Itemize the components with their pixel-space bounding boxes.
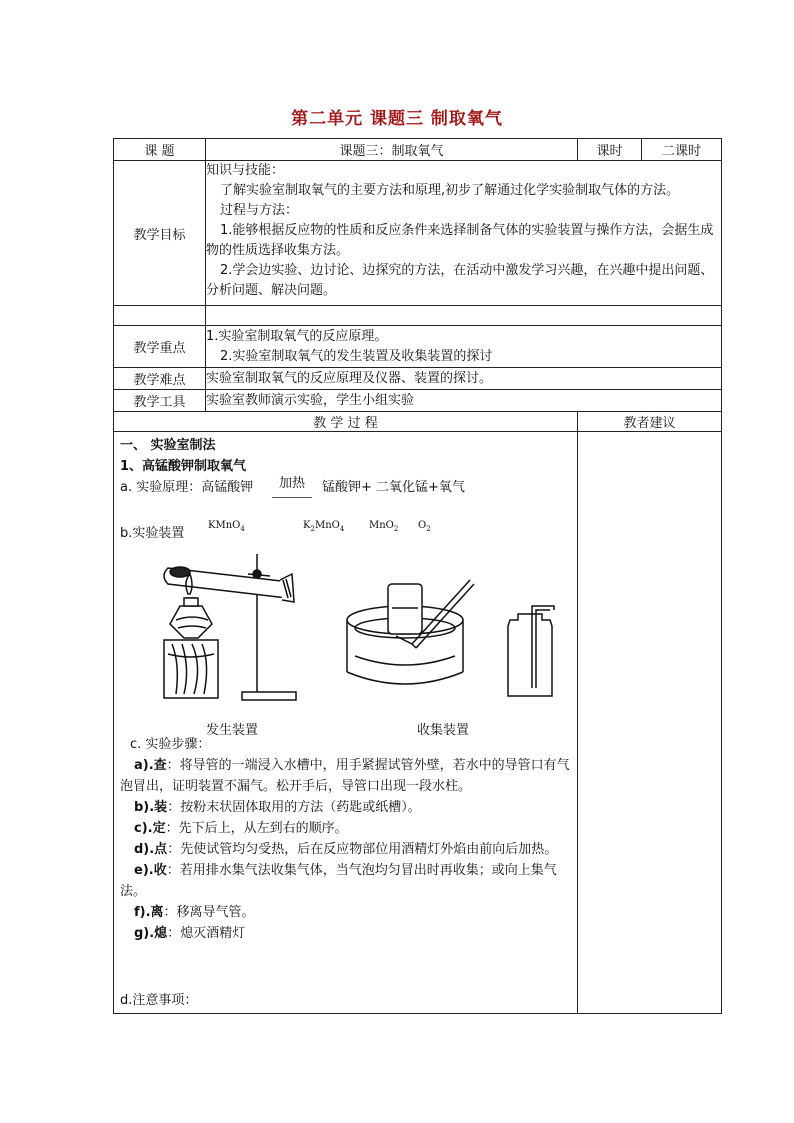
reaction-arrow <box>272 497 312 498</box>
row-difficulties <box>114 368 722 390</box>
step-item: c).定：先下后上，从左到右的顺序。 <box>134 821 348 836</box>
objectives-content <box>206 161 722 306</box>
key-points-content <box>206 326 722 368</box>
step-item: e).收：若用排水集气法收集气体，当气泡均匀冒出时再收集；或向上集气法。 <box>120 863 557 899</box>
step-item: a).查：将导管的一端浸入水槽中，用手紧握试管外壁，若水中的导管口有气泡冒出，证明装置不漏气。松开手后，导管口出现一段水柱。 <box>120 758 570 794</box>
chem-kmno4: KMnO$_4$ <box>208 520 245 533</box>
row-process-header <box>114 412 722 432</box>
step-item: f).离：移离导气管。 <box>134 905 255 920</box>
row-key-points <box>114 326 722 368</box>
label-difficulties: 教学难点 <box>114 368 206 390</box>
period-value: 二课时 <box>642 139 722 161</box>
row-objectives <box>114 161 722 306</box>
objective-line: 2.学会边实验、边讨论、边探究的方法，在活动中激发学习兴趣，在兴趣中提出问题、分析问题、解决问题。 <box>206 263 714 298</box>
principle-label: a. 实验原理：高锰酸钾 <box>120 480 254 495</box>
notes-label: d.注意事项： <box>120 993 198 1008</box>
teacher-suggestion-cell <box>578 432 722 1014</box>
reaction-formula <box>120 477 571 537</box>
apparatus-figure <box>120 544 571 738</box>
topic-value: 课题三：制取氧气 <box>206 139 578 161</box>
section-heading: 一、 实验室制法 <box>120 438 216 453</box>
gas-jar-icon <box>388 584 422 634</box>
difficulties-content: 实验室制取氧气的反应原理及仪器、装置的探讨。 <box>206 368 722 390</box>
label-period: 课时 <box>578 139 642 161</box>
caption-generator: 发生装置 <box>206 723 259 738</box>
page-title: 第二单元 课题三 制取氧气 <box>291 109 503 129</box>
key-point-line: 2.实验室制取氧气的发生装置及收集装置的探讨 <box>220 348 493 364</box>
row-tools <box>114 390 722 412</box>
reaction-condition: 加热 <box>278 476 305 491</box>
step-item: b).装：按粉末状固体取用的方法（药匙或纸槽）。 <box>134 800 421 815</box>
test-tube-icon <box>164 567 294 602</box>
objective-line: 1.能够根据反应物的性质和反应条件来选择制备气体的实验装置与操作方法，会据生成物的性质选择收集方法。 <box>206 223 714 258</box>
label-topic: 课 题 <box>114 139 206 161</box>
key-point-line: 1.实验室制取氧气的反应原理。 <box>206 328 388 344</box>
label-key-points: 教学重点 <box>114 326 206 368</box>
tools-content: 实验室教师演示实验，学生小组实验 <box>206 390 722 412</box>
label-objectives: 教学目标 <box>114 161 206 306</box>
row-topic <box>114 139 722 161</box>
row-empty <box>114 306 722 326</box>
chem-k2mno4: $K_2MnO_4$ <box>303 520 345 533</box>
chem-mno2: MnO$_2$ <box>369 520 399 533</box>
objective-line: 知识与技能： <box>206 163 285 178</box>
lesson-plan-table <box>113 138 722 1014</box>
steps-label: c. 实验步骤： <box>130 737 211 752</box>
process-content <box>114 432 578 1014</box>
reaction-products: 锰酸钾+ 二氧化锰+氧气 <box>322 480 465 495</box>
label-tools: 教学工具 <box>114 390 206 412</box>
wood-block-icon <box>164 640 218 698</box>
collection-bottle-icon <box>508 606 554 696</box>
process-header-left: 教 学 过 程 <box>114 412 578 432</box>
objective-line: 了解实验室制取氧气的主要方法和原理,初步了解通过化学实验制取气体的方法。 <box>220 183 680 198</box>
apparatus-label: b.实验装置 <box>120 526 185 541</box>
step-item: g).熄：熄灭酒精灯 <box>134 926 246 941</box>
row-process <box>114 432 722 1014</box>
apparatus-drawing <box>120 544 570 716</box>
caption-collector: 收集装置 <box>417 723 470 738</box>
sub-heading: 1、高锰酸钾制取氧气 <box>120 459 247 474</box>
objective-line: 过程与方法： <box>220 203 299 218</box>
chem-o2: $O_2$ <box>418 520 431 533</box>
step-item: d).点：先使试管均匀受热，后在反应物部位用酒精灯外焰由前向后加热。 <box>134 842 558 857</box>
process-header-right: 教者建议 <box>578 412 722 432</box>
